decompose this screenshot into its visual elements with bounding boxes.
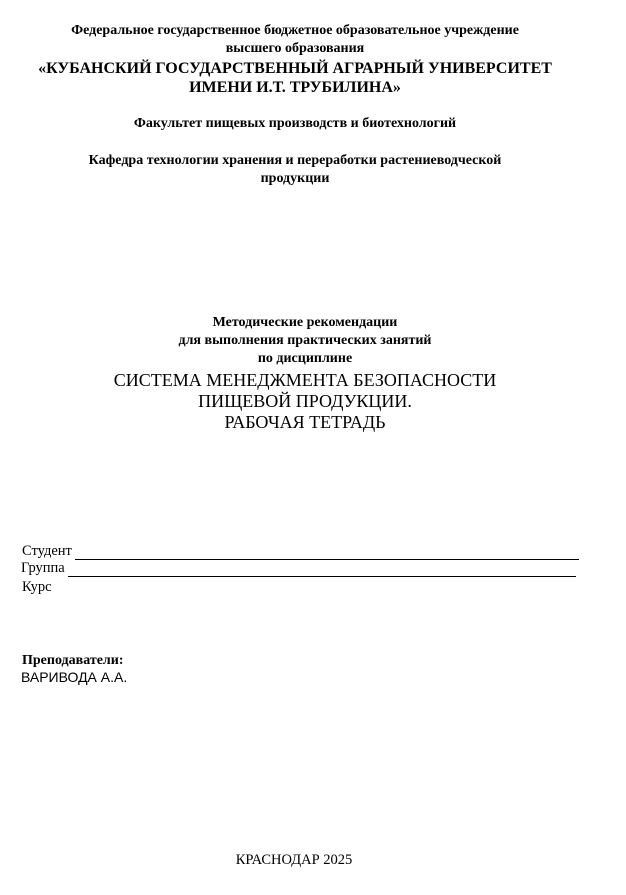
group-field [21, 559, 576, 577]
university-name-line1: «КУБАНСКИЙ ГОСУДАРСТВЕННЫЙ АГРАРНЫЙ УНИВЕРСИТЕТ [38, 60, 552, 77]
org-name-line2: высшего образования [225, 41, 365, 56]
student-label: Студент [22, 543, 72, 559]
discipline-title-line3: РАБОЧАЯ ТЕТРАДЬ [224, 412, 386, 432]
student-underline[interactable] [75, 546, 579, 560]
department-name-line1: Кафедра технологии хранения и переработки растениеводческой [88, 153, 502, 168]
group-underline[interactable] [68, 563, 576, 577]
city-year: КРАСНОДАР 2025 [235, 852, 353, 868]
doc-type-line3: по дисциплине [257, 351, 353, 366]
group-label: Группа [21, 560, 65, 576]
faculty-name: Факультет пищевых производств и биотехнологий [133, 116, 457, 131]
org-name-line1: Федеральное государственное бюджетное образовательное учреждение [71, 23, 519, 38]
course-label: Курс [22, 579, 52, 595]
doc-type-line1: Методические рекомендации [212, 315, 398, 330]
university-name-line2: ИМЕНИ И.Т. ТРУБИЛИНА» [189, 79, 401, 96]
student-field [22, 542, 579, 560]
discipline-title-line1: СИСТЕМА МЕНЕДЖМЕНТА БЕЗОПАСНОСТИ [113, 370, 497, 390]
doc-type-line2: для выполнения практических занятий [178, 333, 432, 348]
teachers-label: Преподаватели: [22, 653, 124, 668]
teacher-name: ВАРИВОДА А.А. [21, 669, 128, 685]
discipline-title-line2: ПИЩЕВОЙ ПРОДУКЦИИ. [198, 391, 412, 411]
course-field [22, 578, 52, 596]
department-name-line2: продукции [260, 171, 330, 186]
